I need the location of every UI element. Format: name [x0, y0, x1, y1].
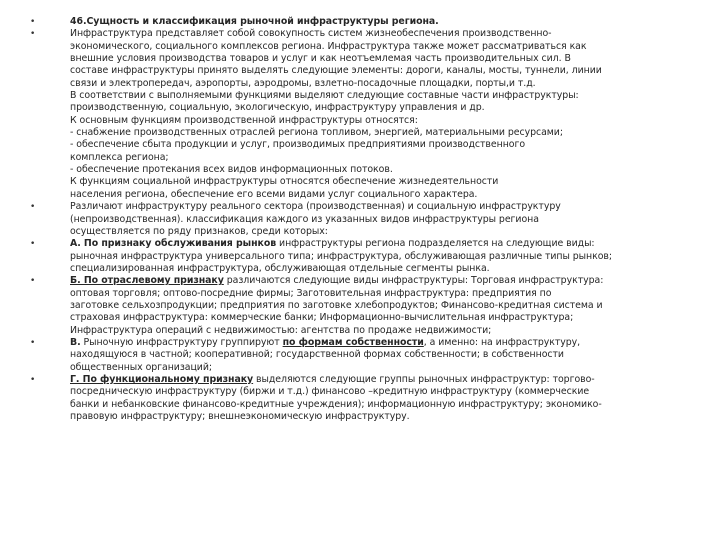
text-segment: оптовая торговля; оптово-посредние фирмы; Заготовительная инфраструктура: предприятия по: [70, 287, 552, 299]
text-segment: посредническую инфраструктуру (биржи и т.д.) финансово –кредитную инфраструктуру (коммерческие: [70, 386, 590, 398]
text-segment: экономического, социального комплексов региона. Инфраструктура также может рассматриваться как: [70, 40, 587, 52]
text-segment: составе инфраструктуры принято выделять следующие элементы: дороги, каналы, мосты, туннели, линии: [70, 65, 602, 77]
text-segment: специализированная инфраструктура, обслуживающая отдельные сегменты рынка.: [70, 262, 490, 274]
text-line: [70, 28, 700, 40]
emphasis-text: по формам собственности: [282, 336, 424, 348]
emphasis-text: 46.Сущность и классификация рыночной инфраструктуры региона.: [70, 16, 439, 27]
text-line: [70, 300, 700, 312]
text-line: [70, 16, 700, 28]
text-line: [70, 263, 700, 275]
text-line: [70, 90, 700, 102]
text-line: [70, 312, 700, 324]
text-line: [70, 127, 700, 139]
text-line: [70, 288, 700, 300]
text-segment: Инфраструктура операций с недвижимостью: агентства по продаже недвижимости;: [70, 324, 492, 336]
text-line: [70, 325, 700, 337]
emphasis-text: Б. По отраслевому признаку: [70, 275, 224, 287]
text-line: [70, 41, 700, 53]
text-segment: различаются следующие виды инфраструктуры: Торговая инфраструктура:: [223, 275, 604, 287]
bullet-icon: •: [30, 276, 36, 287]
text-line: [70, 176, 700, 188]
text-line: [70, 164, 700, 176]
text-line: [70, 65, 700, 77]
text-segment: находящуюся в частной; кооперативной; государственной формах собственности; в собственности: [70, 349, 564, 361]
text-line: [70, 201, 700, 213]
text-segment: - обеспечение протекания всех видов информационных потоков.: [70, 164, 393, 176]
text-segment: населения региона, обеспечение его всеми видами услуг социального характера.: [70, 188, 478, 200]
text-segment: внешние условия производства товаров и услуг и как неотъемлемая часть производительных сил. В: [70, 53, 571, 65]
list-item: [30, 16, 700, 28]
text-line: [70, 189, 700, 201]
text-segment: производственную, социальную, экологическую, инфраструктуру управления и др.: [70, 102, 485, 114]
list-item: [30, 337, 700, 374]
emphasis-text: Г. По функциональному признаку: [70, 373, 254, 385]
bullet-icon: •: [30, 29, 36, 40]
text-segment: Рыночную инфраструктуру группируют: [80, 336, 283, 348]
list-item: [30, 28, 700, 201]
text-segment: В соответствии с выполняемыми функциями выделяют следующие составные части инфраструктуры:: [70, 90, 579, 102]
text-segment: инфраструктуры региона подразделяется на следующие виды:: [276, 238, 595, 250]
text-segment: - снабжение производственных отраслей региона топливом, энергией, материальными ресурсами;: [70, 127, 563, 139]
bullet-icon: •: [30, 374, 36, 385]
bullet-icon: •: [30, 202, 36, 213]
text-segment: Инфраструктура представляет собой совокупность систем жизнеобеспечения производственно-: [70, 28, 552, 40]
text-line: [70, 275, 700, 287]
text-line: [70, 238, 700, 250]
list-item: [30, 201, 700, 238]
bullet-icon: •: [30, 17, 36, 27]
text-segment: (непроизводственная). классификация каждого из указанных видов инфраструктуры региона: [70, 213, 539, 225]
text-line: [70, 374, 700, 386]
text-line: [70, 53, 700, 65]
list-item: [30, 238, 700, 275]
text-line: [70, 214, 700, 226]
text-line: [70, 226, 700, 238]
text-line: [70, 115, 700, 127]
text-segment: комплекса региона;: [70, 151, 169, 163]
emphasis-text: В.: [70, 336, 81, 348]
text-line: [70, 78, 700, 90]
bullet-list: [30, 16, 700, 423]
text-segment: осуществляется по ряду признаков, среди которых:: [70, 225, 328, 237]
text-line: [70, 139, 700, 151]
text-segment: - обеспечение сбыта продукции и услуг, производимых предприятиями производственного: [70, 139, 526, 151]
text-segment: страховая инфраструктура: коммерческие банки; Информационно-вычислительная инфраструктура;: [70, 312, 574, 324]
text-line: [70, 152, 700, 164]
bullet-icon: •: [30, 337, 36, 348]
text-segment: К функциям социальной инфраструктуры относятся обеспечение жизнедеятельности: [70, 176, 499, 188]
text-line: [70, 399, 700, 411]
text-line: [70, 349, 700, 361]
text-line: [70, 411, 700, 423]
text-segment: общественных организаций;: [70, 361, 212, 373]
text-segment: рыночная инфраструктура универсального типа; инфраструктура, обслуживающая различные типы рынков;: [70, 250, 613, 262]
text-line: [70, 386, 700, 398]
text-line: [70, 251, 700, 263]
text-segment: выделяются следующие группы рыночных инфраструктур: торгово-: [253, 373, 595, 385]
text-segment: правовую инфраструктуру; внешнеэкономическую инфраструктуру.: [70, 411, 410, 422]
text-segment: К основным функциям производственной инфраструктуры относятся:: [70, 114, 418, 126]
text-line: [70, 362, 700, 374]
emphasis-text: А. По признаку обслуживания рынков: [70, 238, 277, 250]
text-line: [70, 102, 700, 114]
bullet-icon: •: [30, 239, 36, 250]
text-segment: заготовке сельхозпродукции; предприятия по заготовке хлебопродуктов; Финансово-кредитная система и: [70, 299, 603, 311]
text-segment: Различают инфраструктуру реального сектора (производственная) и социальную инфраструктуру: [70, 201, 561, 213]
text-line: [70, 337, 700, 349]
text-segment: банки и небанковские финансово-кредитные учреждения); информационную инфраструктуру; экономико-: [70, 398, 602, 410]
text-segment: , а именно: на инфраструктуру,: [423, 336, 581, 348]
text-segment: связи и электропередач, аэропорты, аэродромы, взлетно-посадочные площадки, порты,и т.д.: [70, 77, 536, 89]
list-item: [30, 275, 700, 337]
list-item: [30, 374, 700, 423]
